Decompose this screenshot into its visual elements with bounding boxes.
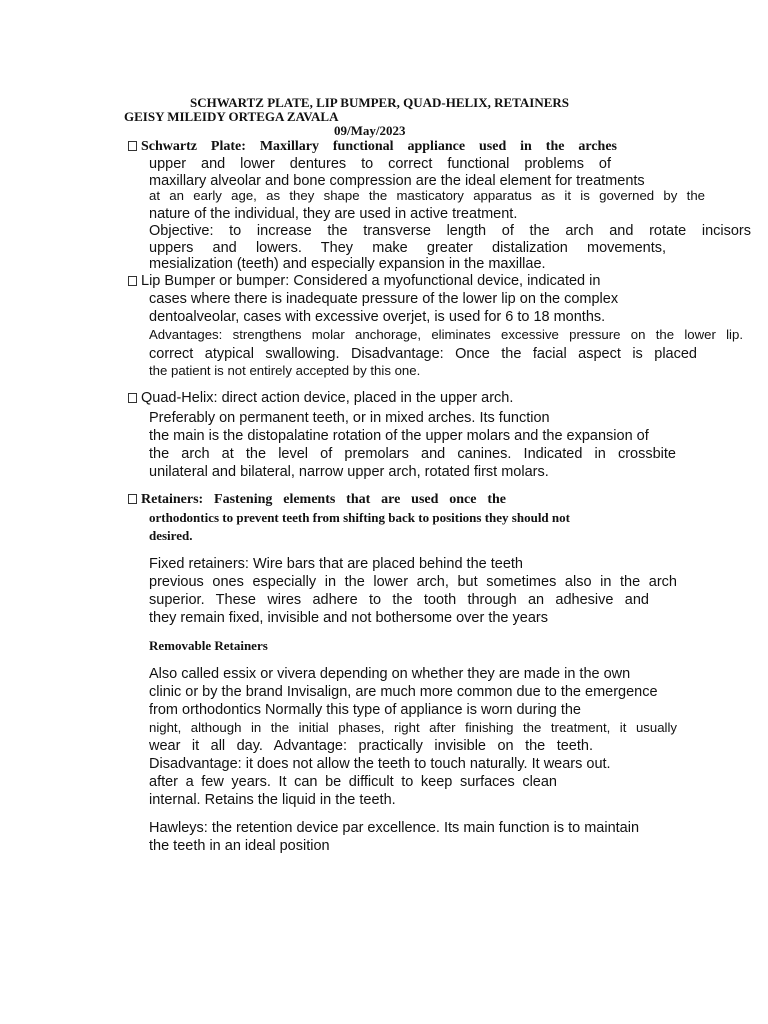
bullet-icon	[128, 141, 137, 151]
quad-helix-line-4: the arch at the level of premolars and canines. Indicated in crossbite	[149, 446, 676, 462]
schwartz-line-7: uppers and lowers. They make greater distalization movements,	[149, 240, 666, 256]
quad-helix-line-5: unilateral and bilateral, narrow upper arch, rotated first molars.	[149, 464, 549, 480]
removable-line-5: wear it all day. Advantage: practically invisible on the teeth.	[149, 738, 593, 754]
lip-bumper-line-6: the patient is not entirely accepted by this one.	[149, 363, 421, 378]
removable-line-8: internal. Retains the liquid in the teeth.	[149, 792, 396, 808]
removable-line-6: Disadvantage: it does not allow the teeth to touch naturally. It wears out.	[149, 756, 611, 772]
schwartz-heading-line: Schwartz Plate: Maxillary functional appliance used in the arches	[128, 138, 617, 156]
fixed-retainers-line-1: Fixed retainers: Wire bars that are placed behind the teeth	[149, 556, 523, 572]
schwartz-objective-line: Objective: to increase the transverse length of the arch and rotate incisors	[149, 223, 751, 239]
bullet-icon	[128, 494, 137, 504]
lip-bumper-advantages-line: Advantages: strengthens molar anchorage, eliminates excessive pressure on the lower lip.	[149, 327, 743, 342]
retainers-heading-line: Retainers: Fastening elements that are used once the	[128, 491, 506, 509]
removable-line-3: from orthodontics Normally this type of appliance is worn during the	[149, 702, 581, 718]
document-title: SCHWARTZ PLATE, LIP BUMPER, QUAD-HELIX, RETAINERS	[190, 95, 570, 110]
lip-bumper-heading-line: Lip Bumper or bumper: Considered a myofunctional device, indicated in	[128, 272, 600, 290]
quad-helix-line-2: Preferably on permanent teeth, or in mixed arches. Its function	[149, 410, 550, 426]
retainers-line-3: desired.	[149, 528, 193, 543]
schwartz-line-8: mesialization (teeth) and especially expansion in the maxillae.	[149, 256, 546, 272]
schwartz-line-3: maxillary alveolar and bone compression are the ideal element for treatments	[149, 173, 645, 189]
schwartz-line-5: nature of the individual, they are used in active treatment.	[149, 206, 518, 222]
removable-line-2: clinic or by the brand Invisalign, are much more common due to the emergence	[149, 684, 658, 700]
lip-bumper-line-3: dentoalveolar, cases with excessive overjet, is used for 6 to 18 months.	[149, 309, 606, 325]
removable-line-1: Also called essix or vivera depending on whether they are made in the own	[149, 666, 631, 682]
fixed-retainers-line-2: previous ones especially in the lower arch, but sometimes also in the arch	[149, 574, 677, 590]
quad-helix-line-3: the main is the distopalatine rotation of the upper molars and the expansion of	[149, 428, 649, 444]
fixed-retainers-line-4: they remain fixed, invisible and not bothersome over the years	[149, 610, 548, 626]
retainers-line-2: orthodontics to prevent teeth from shifting back to positions they should not	[149, 510, 570, 525]
fixed-retainers-line-3: superior. These wires adhere to the tooth through an adhesive and	[149, 592, 649, 608]
schwartz-line-2: upper and lower dentures to correct functional problems of	[149, 156, 611, 172]
bullet-icon	[128, 276, 137, 286]
document-date: 09/May/2023	[334, 123, 406, 138]
lip-bumper-line-5: correct atypical swallowing. Disadvantage: Once the facial aspect is placed	[149, 346, 697, 362]
hawleys-line-2: the teeth in an ideal position	[149, 838, 330, 854]
removable-line-4: night, although in the initial phases, right after finishing the treatment, it usually	[149, 720, 677, 735]
removable-retainers-heading: Removable Retainers	[149, 638, 268, 653]
lip-bumper-line-2: cases where there is inadequate pressure of the lower lip on the complex	[149, 291, 619, 307]
removable-line-7: after a few years. It can be difficult to keep surfaces clean	[149, 774, 557, 790]
schwartz-line-4: at an early age, as they shape the masticatory apparatus as it is governed by the	[149, 188, 705, 203]
hawleys-line-1: Hawleys: the retention device par excellence. Its main function is to maintain	[149, 820, 640, 836]
quad-helix-heading-line: Quad-Helix: direct action device, placed in the upper arch.	[128, 389, 513, 407]
bullet-icon	[128, 393, 137, 403]
document-author: GEISY MILEIDY ORTEGA ZAVALA	[124, 109, 339, 124]
